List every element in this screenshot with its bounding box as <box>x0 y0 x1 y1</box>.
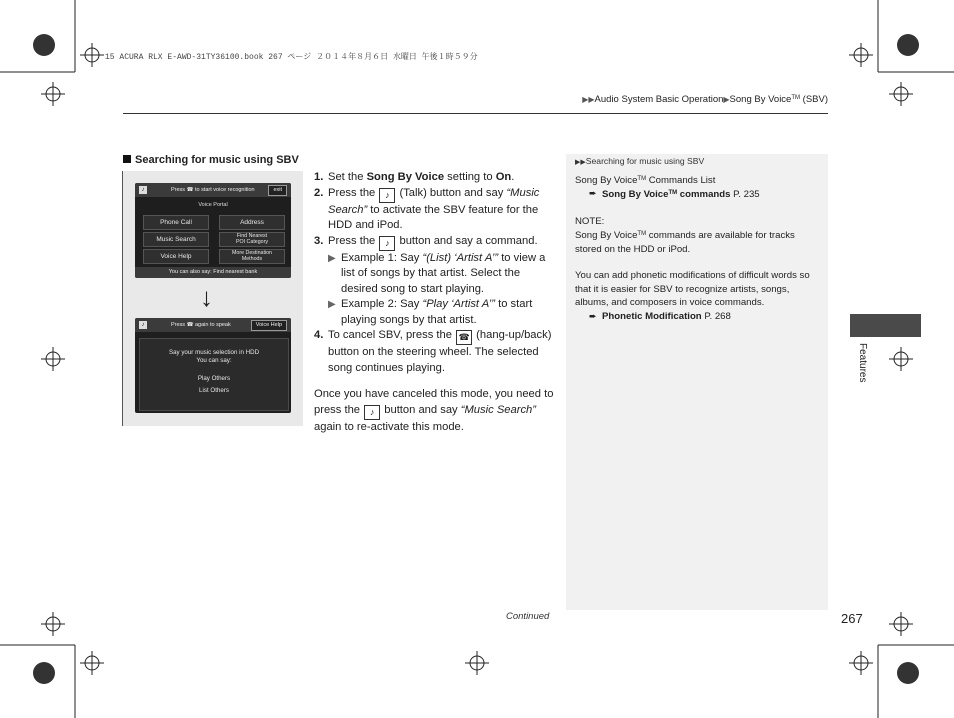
talk-button-icon: ♪ <box>379 188 395 203</box>
reference-arrow-icon: ➨ <box>589 188 597 198</box>
commands-list-line: Song By Voice™ Commands List <box>575 174 716 186</box>
breadcrumb-part-1[interactable]: Audio System Basic Operation <box>594 94 724 105</box>
header-rule <box>123 113 828 114</box>
example-1: ▶ Example 1: Say “(List) ‘Artist A’” to view a list of songs by that artist. Select the desired song to start playing. <box>328 251 546 295</box>
ref-sbv-commands[interactable]: ➨ Song By Voice™ commands P. 235 <box>589 188 760 200</box>
continued-label: Continued <box>506 611 550 622</box>
step-4: 4. To cancel SBV, press the ☎ (hang-up/back) button on the steering wheel. The selected song continues playing. <box>314 329 552 374</box>
voice-icon: ♪ <box>139 321 147 329</box>
triangle-bullet-icon: ▶ <box>328 299 336 310</box>
print-header: 15 ACURA RLX E-AWD-31TY36100.book 267 ページ ２０１４年８月６日 水曜日 午後１時５９分 <box>105 53 478 62</box>
screen1-prompt: Press ☎ to start voice recognition <box>171 187 255 193</box>
cancel-paragraph: Once you have canceled this mode, you need to press the ♪ button and say “Music Search” again to re-activate this mode. <box>314 388 554 433</box>
voice-portal-screen <box>135 183 291 278</box>
step-1: 1. Set the Song By Voice setting to On. <box>314 171 515 183</box>
section-title: Searching for music using SBV <box>123 154 299 166</box>
phone-call-button[interactable]: Phone Call <box>143 215 209 230</box>
voice-icon: ♪ <box>139 186 147 194</box>
sidebar-heading: ▶▶Searching for music using SBV <box>575 156 705 166</box>
breadcrumb-part-2[interactable]: Song By Voice™ (SBV) <box>729 94 828 105</box>
sidebar-notes <box>566 154 828 610</box>
screen2-line-1: Say your music selection in HDD <box>168 349 260 356</box>
note-text: Song By Voice™ commands are available for tracks stored on the HDD or iPod. <box>575 230 795 255</box>
screen1-hint: You can also say: Find nearest bank <box>135 267 291 278</box>
play-others-option[interactable]: Play Others <box>197 375 231 382</box>
steps-list <box>314 170 554 376</box>
chapter-label: Features <box>857 343 868 383</box>
breadcrumb: ▶▶Audio System Basic Operation▶Song By Voice™ (SBV) <box>582 94 828 105</box>
reference-arrow-icon: ➨ <box>589 310 597 321</box>
chapter-tab <box>850 314 921 337</box>
talk-button-icon: ♪ <box>364 405 380 420</box>
step-2: 2. Press the ♪ (Talk) button and say “Music Search” to activate the SBV feature for the HDD and iPod. <box>314 186 540 231</box>
hang-up-button-icon: ☎ <box>456 330 472 345</box>
more-destination-button[interactable]: More Destination Methods <box>219 249 285 264</box>
page-number: 267 <box>841 611 863 626</box>
talk-button-icon: ♪ <box>379 236 395 251</box>
voice-portal-title: Voice Portal <box>198 202 228 208</box>
music-search-screen <box>135 318 291 413</box>
ref-phonetic-modification[interactable]: ➨ Phonetic Modification P. 268 <box>589 310 731 322</box>
square-bullet-icon <box>123 155 131 163</box>
note-label: NOTE: <box>575 215 605 227</box>
voice-help-button[interactable]: Voice Help <box>251 320 287 331</box>
example-2: ▶ Example 2: Say “Play ‘Artist A’” to start playing songs by that artist. <box>328 298 533 326</box>
voice-help-button[interactable]: Voice Help <box>143 249 209 264</box>
music-search-button[interactable]: Music Search <box>143 232 209 247</box>
double-triangle-icon: ▶▶ <box>575 159 586 166</box>
list-others-option[interactable]: List Others <box>199 387 229 394</box>
screen2-prompt: Press ☎ again to speak <box>171 322 231 328</box>
find-nearest-button[interactable]: Find Nearest POI Category <box>219 232 285 247</box>
exit-button[interactable]: exit <box>268 185 287 196</box>
screen2-line-2: You can say: <box>196 357 232 364</box>
address-button[interactable]: Address <box>219 215 285 230</box>
down-arrow-icon: ↓ <box>200 282 213 312</box>
triangle-bullet-icon: ▶ <box>328 252 336 264</box>
phonetic-paragraph: You can add phonetic modifications of difficult words so that it is easier for SBV to recognize artists, songs, albums, and composers in voice commands. <box>575 270 810 308</box>
step-3: 3. Press the ♪ button and say a command. <box>314 234 554 251</box>
